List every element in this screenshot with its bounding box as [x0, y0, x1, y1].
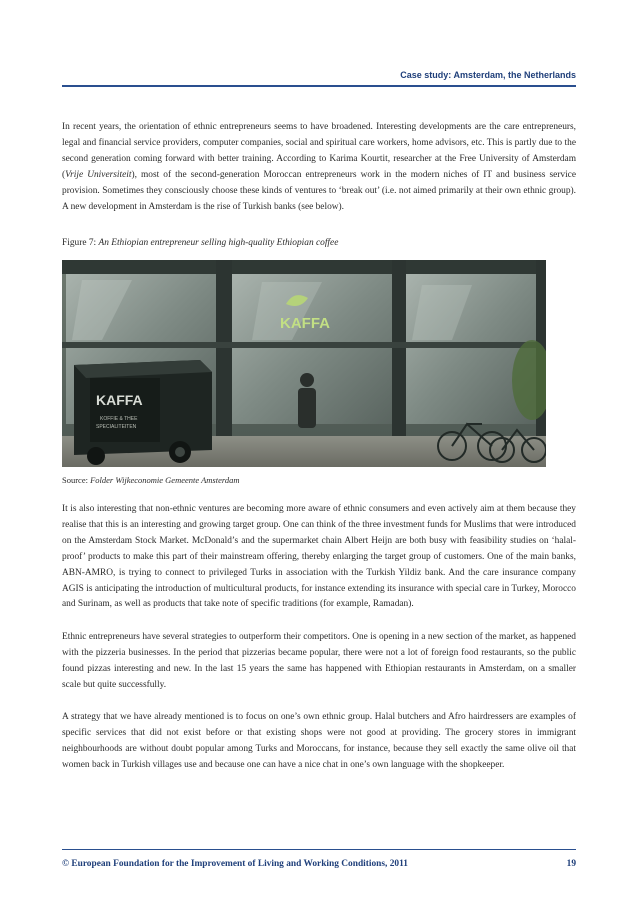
figure-label: Figure 7: — [62, 238, 99, 248]
cart-brand-text: KAFFA — [96, 392, 143, 408]
cart-tagline-2: SPECIALITEITEN — [96, 424, 137, 430]
header-divider — [62, 85, 576, 87]
source-label: Source: — [62, 475, 91, 485]
figure-source — [62, 475, 240, 485]
coffee-cart — [74, 360, 212, 465]
paragraph-1 — [62, 120, 576, 215]
source-text: Folder Wijkeconomie Gemeente Amsterdam — [90, 475, 240, 485]
person-silhouette — [298, 373, 316, 428]
paragraph-2: It is also interesting that non-ethnic ventures are becoming more aware of ethnic consumers and even actively aim at them because they realise that this is an interesting and growing target group. One can think of the three investment funds for Muslims that were introduced on the Amsterdam Stock Market. McDonald’s and the supermarket chain Albert Heijn are both busy with feasibility studies on ‘halal-proof’ products to make this part of their mainstream offering, thereby enlarging the target group of customers. One of the main banks, ABN-AMRO, is trying to connect to privileged Turks in association with the Turkish Yildiz bank. And the care insurance company AGIS is anticipating the introduction of multicultural products, for instance extending its insurance with special care in Turkey, Morocco and Surinam, as well as products that take note of specific traditions (for example, Ramadan). — [62, 504, 576, 610]
paragraph-4: A strategy that we have already mentioned is to focus on one’s own ethnic group. Halal butchers and Afro hairdressers are examples of specific services that did not exist before or that existing shops were not good at providing. The grocery stores in immigrant neighbourhoods are without doubt popular among Turks and Moroccans, for instance, because they sell exactly the same olive oil that women back in Turkish villages use and because one can have a nice chat in one’s own language with the shopkeeper. — [62, 712, 576, 770]
page-number: 19 — [566, 859, 576, 869]
figure-caption-text: An Ethiopian entrepreneur selling high-quality Ethiopian coffee — [98, 238, 339, 248]
cart-tagline-1: KOFFIE & THEE — [100, 416, 138, 422]
figure-caption — [62, 238, 338, 248]
figure-photo — [62, 260, 546, 467]
paragraph-1-italic: Vrije Universiteit — [65, 169, 132, 180]
footer-copyright: © European Foundation for the Improvement of Living and Working Conditions, 2011 — [62, 859, 408, 869]
footer-divider — [62, 849, 576, 850]
paragraph-1-text-b: ), most of the second-generation Moroccan entrepreneurs work in the modern niches of IT and business service provision. Sometimes they consciously choose these kinds of ventures to ‘break out’ (i.e. not aimed primarily at their own ethnic group). A new development in Amsterdam is the rise of Turkish banks (see below). — [62, 169, 576, 212]
paragraph-1-text-a: In recent years, the orientation of ethnic entrepreneurs seems to have broadened. Interesting developments are the care entrepreneurs, legal and financial service providers, computer companies, social and spiritual care workers, home advisors, etc. This is partly due to the second generation coming forward with better training. According to Karima Kourtit, researcher at the Free University of Amsterdam ( — [62, 122, 576, 180]
storefront-photo — [62, 260, 546, 467]
window-sign-text: KAFFA — [280, 315, 330, 332]
running-header: Case study: Amsterdam, the Netherlands — [400, 70, 576, 80]
paragraph-3: Ethnic entrepreneurs have several strategies to outperform their competitors. One is opening in a new section of the market, as happened with the pizzeria businesses. In the period that pizzerias became popular, there were not a lot of foreign food restaurants, so the public found pizzas interesting and new. In the last 15 years the same has happened with Ethiopian restaurants in Amsterdam, on a smaller scale but quite successfully. — [62, 632, 576, 690]
